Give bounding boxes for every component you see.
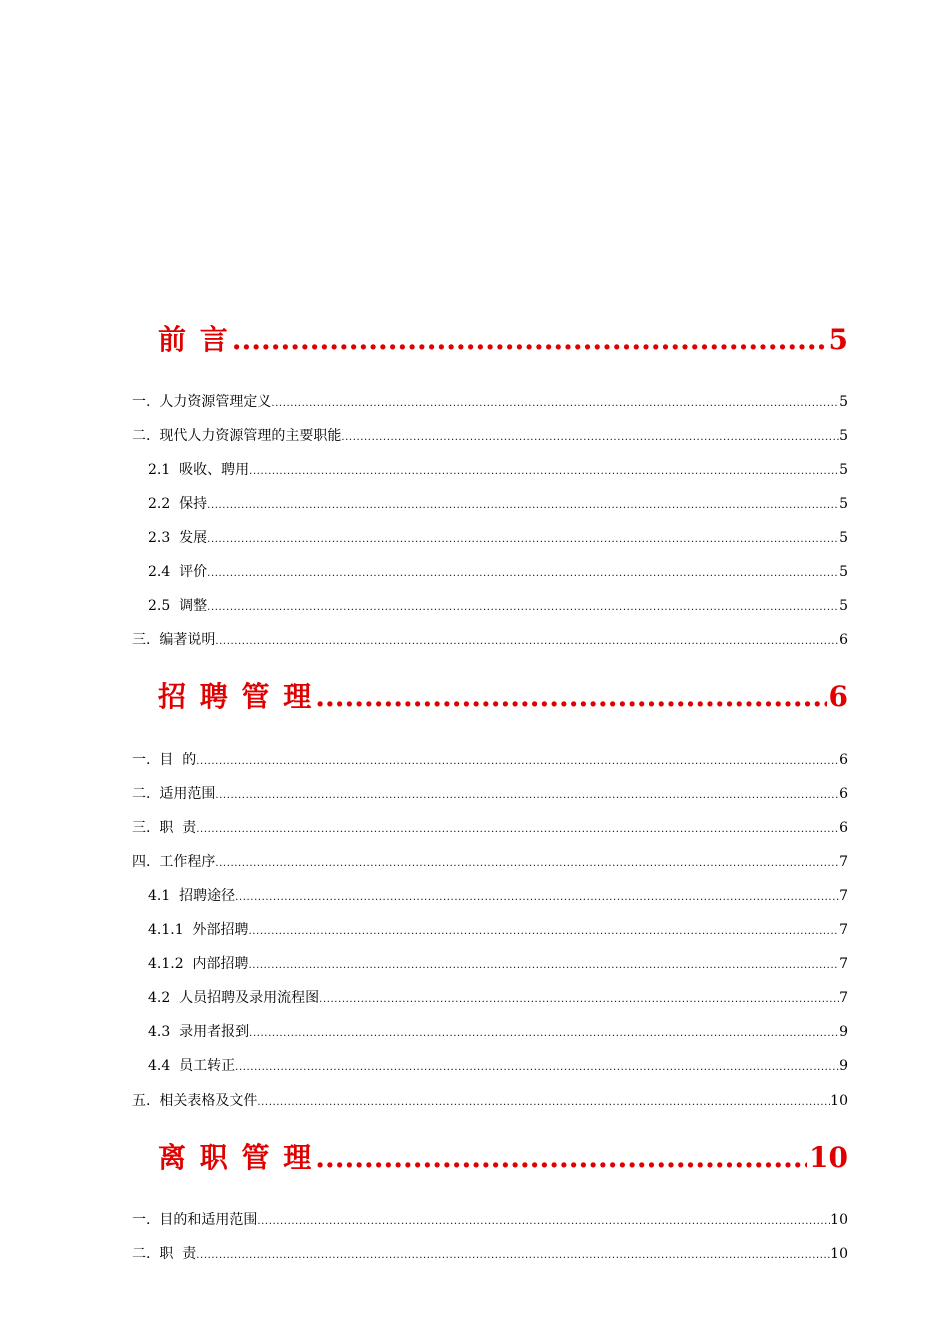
toc-entry[interactable] [132, 852, 848, 874]
toc-leader-dots [215, 786, 839, 806]
toc-entry-page: 10 [830, 1093, 848, 1109]
toc-leader-dots [315, 1140, 807, 1176]
toc-entry-page: 5 [839, 564, 848, 580]
toc-leader-dots [215, 632, 839, 652]
toc-leader-dots [207, 564, 839, 584]
toc-entry-number: 4.1 [148, 888, 171, 904]
toc-entry-number: 4.4 [148, 1058, 171, 1074]
toc-entry-page: 7 [839, 888, 848, 904]
toc-entry[interactable] [132, 818, 848, 840]
toc-leader-dots [257, 1212, 830, 1232]
toc-heading-resignation[interactable] [158, 1140, 848, 1176]
toc-entry[interactable] [148, 1056, 848, 1078]
toc-entry-page: 6 [839, 786, 848, 802]
toc-entry-page: 10 [830, 1212, 848, 1228]
toc-heading-preface[interactable] [158, 322, 848, 358]
toc-entry[interactable] [132, 1091, 848, 1113]
toc-leader-dots [235, 888, 839, 908]
toc-entry-number: 二. [132, 786, 151, 802]
toc-entry-page: 7 [839, 990, 848, 1006]
toc-entry-label: 员工转正 [179, 1058, 236, 1074]
toc-heading-page: 5 [828, 323, 848, 356]
toc-entry[interactable] [148, 886, 848, 908]
toc-heading-title: 离 职 管 理 [158, 1141, 314, 1174]
toc-entry-label: 人员招聘及录用流程图 [179, 990, 320, 1006]
toc-entry[interactable] [148, 954, 848, 976]
toc-entry-number: 一. [132, 1212, 151, 1228]
toc-leader-dots [207, 530, 839, 550]
toc-entry-label: 现代人力资源管理的主要职能 [159, 428, 342, 444]
toc-entry[interactable] [132, 784, 848, 806]
toc-entry-page: 5 [839, 394, 848, 410]
toc-entry-number: 2.3 [148, 530, 171, 546]
toc-entry[interactable] [132, 1210, 848, 1232]
toc-entry[interactable] [132, 392, 848, 414]
toc-leader-dots [315, 679, 826, 715]
toc-entry-label: 目 的 [159, 752, 197, 768]
toc-entry-label: 编著说明 [159, 632, 216, 648]
toc-leader-dots [235, 1058, 839, 1078]
toc-entry-label: 工作程序 [159, 854, 216, 870]
toc-leader-dots [249, 462, 839, 482]
toc-entry-page: 5 [839, 428, 848, 444]
toc-entry-label: 发展 [179, 530, 208, 546]
toc-entry-label: 相关表格及文件 [159, 1093, 258, 1109]
toc-entry-number: 4.2 [148, 990, 171, 1006]
toc-entry-label: 人力资源管理定义 [159, 394, 272, 410]
toc-entry[interactable] [148, 988, 848, 1010]
toc-entry-number: 2.4 [148, 564, 171, 580]
toc-entry-number: 一. [132, 752, 151, 768]
toc-entry-label: 适用范围 [159, 786, 216, 802]
toc-entry-label: 评价 [179, 564, 208, 580]
toc-leader-dots [249, 956, 840, 976]
toc-entry-number: 2.2 [148, 496, 171, 512]
toc-entry-page: 5 [839, 496, 848, 512]
toc-heading-page: 6 [828, 680, 848, 713]
toc-entry[interactable] [148, 596, 848, 618]
toc-entry-number: 2.1 [148, 462, 171, 478]
toc-entry[interactable] [148, 494, 848, 516]
toc-entry-label: 目的和适用范围 [159, 1212, 258, 1228]
toc-entry-number: 二. [132, 428, 151, 444]
toc-entry[interactable] [132, 1244, 848, 1266]
toc-entry-number: 二. [132, 1246, 151, 1262]
toc-entry[interactable] [148, 528, 848, 550]
toc-leader-dots [207, 496, 839, 516]
toc-entry-page: 9 [839, 1024, 848, 1040]
toc-entry-number: 四. [132, 854, 151, 870]
toc-heading-page: 10 [809, 1141, 848, 1174]
toc-entry-label: 保持 [179, 496, 208, 512]
toc-entry-number: 4.1.1 [148, 922, 184, 938]
toc-entry-number: 一. [132, 394, 151, 410]
toc-entry-page: 9 [839, 1058, 848, 1074]
toc-heading-recruitment[interactable] [158, 679, 848, 715]
toc-heading-title: 前 言 [158, 323, 230, 356]
toc-entry-label: 职 责 [159, 820, 197, 836]
toc-entry-number: 4.1.2 [148, 956, 184, 972]
toc-entry-page: 7 [839, 922, 848, 938]
toc-entry-label: 吸收、聘用 [179, 462, 250, 478]
toc-entry-label: 外部招聘 [192, 922, 249, 938]
toc-entry-label: 内部招聘 [192, 956, 249, 972]
toc-entry-page: 6 [839, 752, 848, 768]
toc-leader-dots [207, 598, 839, 618]
toc-entry-page: 5 [839, 530, 848, 546]
toc-entry-page: 6 [839, 820, 848, 836]
toc-leader-dots [249, 1024, 839, 1044]
toc-entry[interactable] [148, 920, 848, 942]
toc-entry-page: 7 [839, 956, 848, 972]
toc-leader-dots [196, 820, 839, 840]
toc-entry-number: 三. [132, 820, 151, 836]
toc-entry-label: 调整 [179, 598, 208, 614]
toc-entry-page: 5 [839, 598, 848, 614]
toc-leader-dots [249, 922, 840, 942]
toc-entry[interactable] [132, 630, 848, 652]
toc-entry[interactable] [132, 750, 848, 772]
toc-leader-dots [215, 854, 839, 874]
toc-entry-number: 4.3 [148, 1024, 171, 1040]
toc-leader-dots [341, 428, 839, 448]
toc-heading-title: 招 聘 管 理 [158, 680, 314, 713]
toc-entry[interactable] [132, 426, 848, 448]
toc-entry-page: 7 [839, 854, 848, 870]
toc-entry-number: 三. [132, 632, 151, 648]
toc-entry-label: 录用者报到 [179, 1024, 250, 1040]
toc-leader-dots [271, 394, 839, 414]
toc-leader-dots [196, 752, 839, 772]
toc-entry[interactable] [148, 562, 848, 584]
toc-leader-dots [319, 990, 839, 1010]
toc-entry[interactable] [148, 460, 848, 482]
toc-leader-dots [232, 322, 827, 358]
toc-entry-label: 职 责 [159, 1246, 197, 1262]
toc-entry[interactable] [148, 1022, 848, 1044]
toc-entry-number: 2.5 [148, 598, 171, 614]
toc-entry-page: 5 [839, 462, 848, 478]
toc-entry-number: 五. [132, 1093, 151, 1109]
toc-leader-dots [196, 1246, 830, 1266]
toc-entry-label: 招聘途径 [179, 888, 236, 904]
toc-leader-dots [257, 1093, 830, 1113]
toc-entry-page: 10 [830, 1246, 848, 1262]
toc-entry-page: 6 [839, 632, 848, 648]
